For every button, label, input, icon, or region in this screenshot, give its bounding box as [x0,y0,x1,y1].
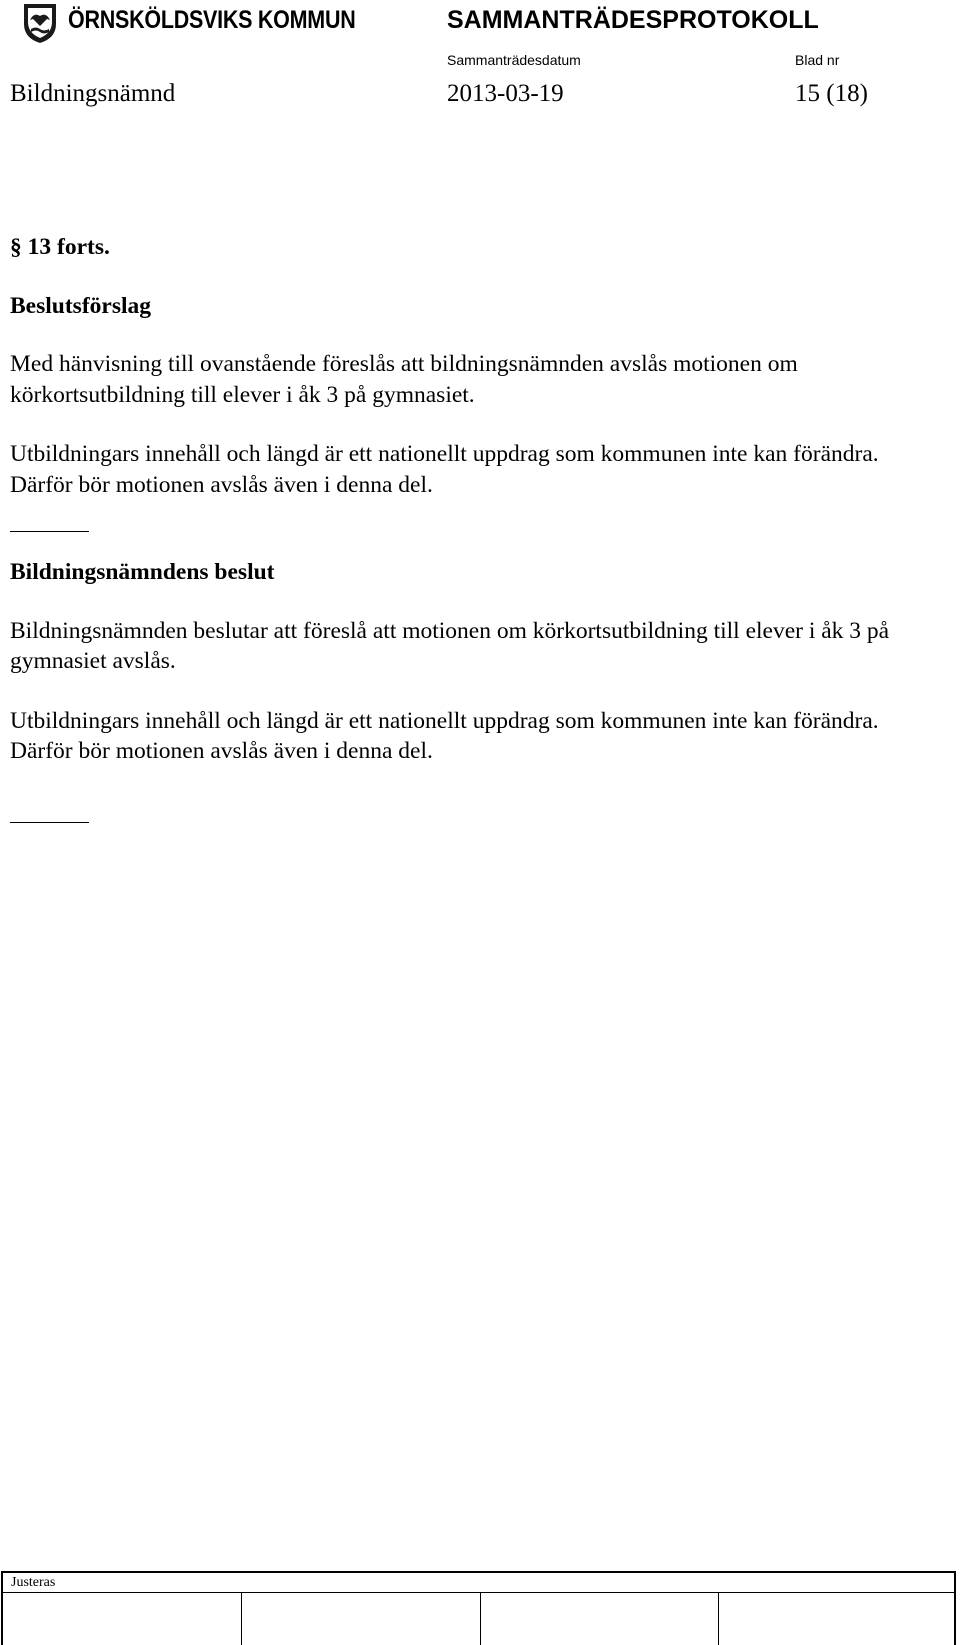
justeras-divider [3,1592,954,1593]
board-name: Bildningsnämnd [10,80,176,107]
justeras-box [1,1571,956,1645]
paragraph-reference: § 13 forts. [10,234,110,260]
protocol-body [10,232,940,823]
page-number: 15 (18) [795,80,868,107]
meeting-date: 2013-03-19 [447,80,564,107]
section-divider [10,822,89,823]
page-header [0,0,960,110]
signature-cell-separator [480,1592,481,1645]
proposal-paragraph: Utbildningars innehåll och längd är ett nationellt uppdrag som kommunen inte kan förändra. Därför bör motionen avslås även i denna del. [10,441,879,498]
coat-of-arms-icon [22,2,58,44]
meeting-date-label: Sammanträdesdatum [447,52,581,68]
document-type: SAMMANTRÄDESPROTOKOLL [447,6,819,34]
organization-name: ÖRNSKÖLDSVIKS KOMMUN [68,6,356,34]
decision-heading: Bildningsnämndens beslut [10,559,275,585]
signature-cell-separator [241,1592,242,1645]
proposal-heading: Beslutsförslag [10,292,151,319]
signature-cell-separator [718,1592,719,1645]
decision-paragraph: Bildningsnämnden beslutar att föreslå att motionen om körkortsutbildning till elever i åk 3 på gymnasiet avslås. [10,617,890,674]
justeras-label: Justeras [11,1575,56,1590]
proposal-paragraph: Med hänvisning till ovanstående föreslås att bildningsnämnden avslås motionen om körkortsutbildning till elever i åk 3 på gymnasiet. [10,351,798,408]
decision-paragraph: Utbildningars innehåll och längd är ett nationellt uppdrag som kommunen inte kan förändra. Därför bör motionen avslås även i denna del. [10,707,879,764]
page-label: Blad nr [795,52,840,68]
